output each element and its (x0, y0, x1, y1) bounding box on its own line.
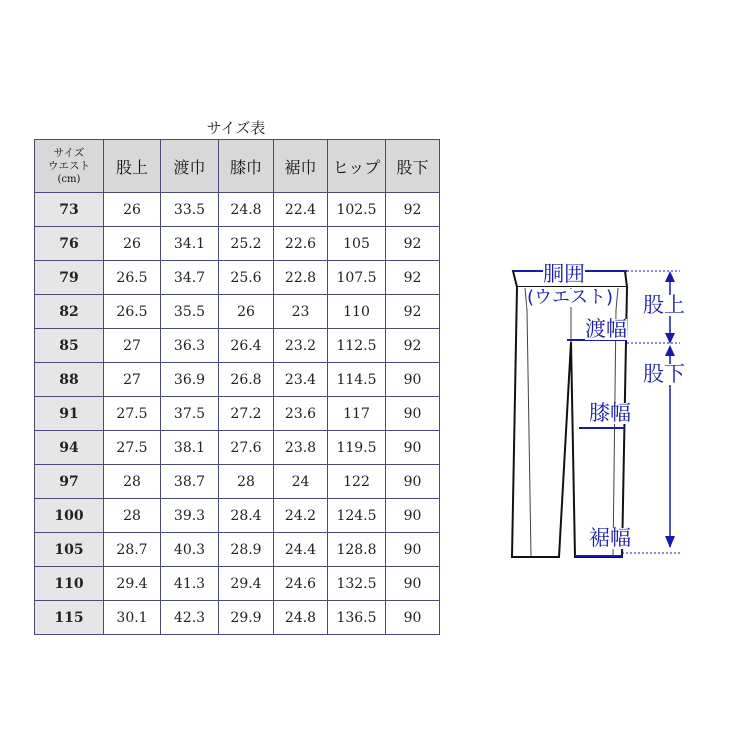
table-cell: 26.8 (219, 363, 274, 397)
cell-waist: 115 (35, 601, 104, 635)
header-rise: 股上 (104, 140, 161, 193)
table-cell: 23.4 (274, 363, 328, 397)
table-cell: 28.7 (104, 533, 161, 567)
table-cell: 27.5 (104, 431, 161, 465)
table-cell: 90 (386, 533, 440, 567)
table-cell: 26 (104, 227, 161, 261)
table-cell: 27.5 (104, 397, 161, 431)
table-row (35, 329, 440, 363)
cell-waist: 105 (35, 533, 104, 567)
table-cell: 35.5 (161, 295, 219, 329)
table-cell: 23 (274, 295, 328, 329)
waist-label: 胴囲 (543, 262, 585, 286)
cell-waist: 76 (35, 227, 104, 261)
size-table (34, 139, 440, 635)
cell-waist: 85 (35, 329, 104, 363)
table-cell: 38.7 (161, 465, 219, 499)
table-cell: 24.8 (219, 193, 274, 227)
table-cell: 102.5 (328, 193, 386, 227)
table-cell: 27 (104, 363, 161, 397)
table-cell: 25.6 (219, 261, 274, 295)
header-thigh: 渡巾 (161, 140, 219, 193)
table-cell: 122 (328, 465, 386, 499)
table-cell: 26.4 (219, 329, 274, 363)
table-row (35, 601, 440, 635)
table-header-row (35, 140, 440, 193)
table-cell: 22.4 (274, 193, 328, 227)
cell-waist: 100 (35, 499, 104, 533)
table-cell: 37.5 (161, 397, 219, 431)
table-cell: 22.6 (274, 227, 328, 261)
rise-label: 股上 (643, 293, 685, 317)
inseam-arrow-head-bottom (665, 536, 675, 548)
table-cell: 22.8 (274, 261, 328, 295)
table-cell: 24 (274, 465, 328, 499)
table-cell: 26.5 (104, 295, 161, 329)
waist-sub-label: (ウエスト) (527, 287, 614, 308)
table-cell: 92 (386, 295, 440, 329)
table-row (35, 295, 440, 329)
table-title: サイズ表 (206, 119, 266, 137)
table-cell: 29.9 (219, 601, 274, 635)
table-cell: 36.9 (161, 363, 219, 397)
pants-diagram (505, 262, 700, 562)
cell-waist: 88 (35, 363, 104, 397)
table-cell: 107.5 (328, 261, 386, 295)
table-row (35, 227, 440, 261)
cell-waist: 82 (35, 295, 104, 329)
table-row (35, 261, 440, 295)
table-cell: 28 (104, 465, 161, 499)
table-cell: 36.3 (161, 329, 219, 363)
table-cell: 41.3 (161, 567, 219, 601)
cell-waist: 110 (35, 567, 104, 601)
table-cell: 24.2 (274, 499, 328, 533)
rise-arrow-head-bottom (665, 333, 675, 344)
table-cell: 34.7 (161, 261, 219, 295)
table-cell: 128.8 (328, 533, 386, 567)
table-cell: 90 (386, 363, 440, 397)
cell-waist: 97 (35, 465, 104, 499)
table-cell: 24.8 (274, 601, 328, 635)
table-cell: 124.5 (328, 499, 386, 533)
table-cell: 40.3 (161, 533, 219, 567)
table-cell: 92 (386, 227, 440, 261)
table-cell: 25.2 (219, 227, 274, 261)
table-row (35, 499, 440, 533)
table-cell: 23.6 (274, 397, 328, 431)
table-cell: 114.5 (328, 363, 386, 397)
header-knee: 膝巾 (219, 140, 274, 193)
header-inseam: 股下 (386, 140, 440, 193)
table-cell: 119.5 (328, 431, 386, 465)
table-cell: 38.1 (161, 431, 219, 465)
table-cell: 27.2 (219, 397, 274, 431)
table-cell: 90 (386, 431, 440, 465)
table-cell: 27.6 (219, 431, 274, 465)
table-cell: 90 (386, 397, 440, 431)
table-cell: 105 (328, 227, 386, 261)
cell-waist: 79 (35, 261, 104, 295)
table-cell: 110 (328, 295, 386, 329)
hem-label: 裾幅 (589, 526, 631, 550)
table-row (35, 431, 440, 465)
table-cell: 90 (386, 499, 440, 533)
table-cell: 33.5 (161, 193, 219, 227)
header-waist-line2: ウエスト (48, 159, 90, 172)
cell-waist: 73 (35, 193, 104, 227)
table-cell: 28 (104, 499, 161, 533)
table-cell: 26 (104, 193, 161, 227)
header-hip: ヒップ (328, 140, 386, 193)
table-cell: 39.3 (161, 499, 219, 533)
table-cell: 90 (386, 465, 440, 499)
inseam-label: 股下 (643, 362, 685, 386)
table-cell: 26.5 (104, 261, 161, 295)
table-cell: 30.1 (104, 601, 161, 635)
table-cell: 26 (219, 295, 274, 329)
table-row (35, 465, 440, 499)
table-cell: 29.4 (219, 567, 274, 601)
table-cell: 28 (219, 465, 274, 499)
table-cell: 28.4 (219, 499, 274, 533)
rise-arrow-head-top (665, 271, 675, 282)
table-cell: 117 (328, 397, 386, 431)
header-waist-line1: サイズ (53, 146, 85, 159)
table-cell: 136.5 (328, 601, 386, 635)
table-cell: 23.2 (274, 329, 328, 363)
table-cell: 23.8 (274, 431, 328, 465)
header-waist-unit: (cm) (57, 173, 81, 185)
table-cell: 90 (386, 601, 440, 635)
table-row (35, 567, 440, 601)
header-waist (35, 140, 104, 193)
table-cell: 92 (386, 193, 440, 227)
table-row (35, 533, 440, 567)
inseam-arrow-head-top (665, 345, 675, 356)
cell-waist: 91 (35, 397, 104, 431)
header-hem: 裾巾 (274, 140, 328, 193)
table-cell: 112.5 (328, 329, 386, 363)
table-row (35, 193, 440, 227)
table-cell: 92 (386, 329, 440, 363)
table-cell: 90 (386, 567, 440, 601)
table-row (35, 397, 440, 431)
table-cell: 24.6 (274, 567, 328, 601)
table-cell: 42.3 (161, 601, 219, 635)
table-cell: 92 (386, 261, 440, 295)
cell-waist: 94 (35, 431, 104, 465)
table-row (35, 363, 440, 397)
table-cell: 27 (104, 329, 161, 363)
table-cell: 24.4 (274, 533, 328, 567)
table-cell: 132.5 (328, 567, 386, 601)
knee-label: 膝幅 (589, 401, 631, 425)
table-cell: 29.4 (104, 567, 161, 601)
table-cell: 28.9 (219, 533, 274, 567)
thigh-label: 渡幅 (585, 317, 627, 341)
table-cell: 34.1 (161, 227, 219, 261)
